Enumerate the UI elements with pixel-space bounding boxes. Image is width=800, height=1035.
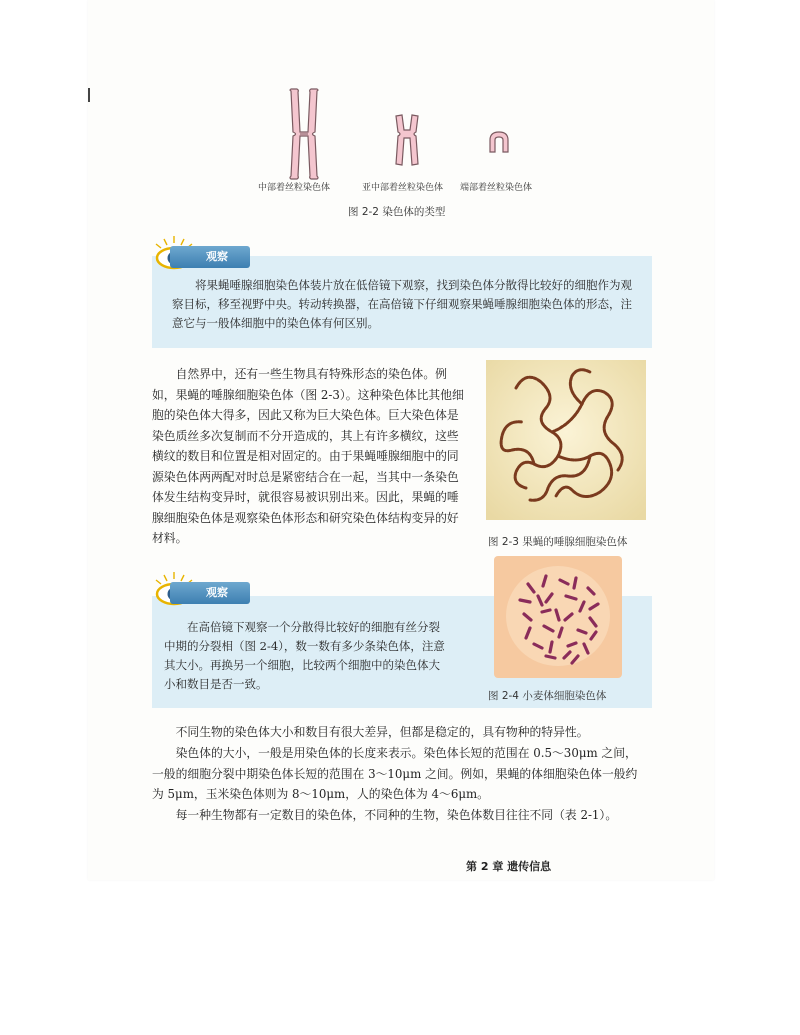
paragraph-giant-chromosome: 自然界中，还有一些生物具有特殊形态的染色体。例如，果蝇的唾腺细胞染色体（图 2-3）。这种染色体比其他细胞的染色体大得多，因此又称为巨大染色体。巨大染色体是染色质丝多次复制而不分开造成的，其上有许多横纹，这些横纹的数目和位置是相对固定的。由于果蝇唾腺细胞中的同源染色体两两配对时总是紧密结合在一起，当其中一条染色体发生结构变异时，就很容易被识别出来。因此，果蝇的唾腺细胞染色体是观察染色体形态和研究染色体结构变异的好材料。 xyxy=(152,367,464,545)
telocentric-chromosome xyxy=(488,130,510,154)
paragraph-chromosome-size: 染色体的大小，一般是用染色体的长度来表示。染色体长短的范围在 0.5～30μm 之间，一般的细胞分裂中期染色体长短的范围在 3～10μm 之间。例如，果蝇的体细胞染色体一般约为 5μm，玉米染色体则为 8～10μm，人的染色体为 4～6μm。 xyxy=(152,746,638,801)
observation-text-1: 将果蝇唾腺细胞染色体装片放在低倍镜下观察，找到染色体分散得比较好的细胞作为观察目标，移至视野中央。转动转换器，在高倍镜下仔细观察果蝇唾腺细胞染色体的形态，注意它与一般体细胞中的染色体有何区别。 xyxy=(172,278,632,330)
page-edge-mark xyxy=(88,88,90,102)
wheat-chromosome-photo xyxy=(494,556,622,678)
figure-2-3-caption: 图 2-3 果蝇的唾腺细胞染色体 xyxy=(488,536,628,548)
paragraph-chromosome-number: 每一种生物都有一定数目的染色体，不同种的生物，染色体数目往往不同（表 2-1）。 xyxy=(175,808,618,822)
observation-header-1 xyxy=(150,244,290,270)
submetacentric-chromosome xyxy=(392,114,422,166)
figure-2-2-caption: 图 2-2 染色体的类型 xyxy=(348,206,446,218)
figure-2-4-caption: 图 2-4 小麦体细胞染色体 xyxy=(488,690,607,702)
page-footer: 第 2 章 遗传信息 xyxy=(466,860,552,873)
metacentric-label: 中部着丝粒染色体 xyxy=(258,183,331,193)
submetacentric-label: 亚中部着丝粒染色体 xyxy=(362,183,444,193)
observation-text-2: 在高倍镜下观察一个分散得比较好的细胞有丝分裂中期的分裂相（图 2-4），数一数有多少条染色体，注意其大小。再换另一个细胞，比较两个细胞中的染色体大小和数目是否一致。 xyxy=(164,620,445,691)
telocentric-label: 端部着丝粒染色体 xyxy=(460,183,533,193)
observation-header-2 xyxy=(150,580,290,606)
metacentric-chromosome xyxy=(286,88,322,180)
observation-title-1: 观察 xyxy=(170,246,250,268)
observation-title-2: 观察 xyxy=(170,582,250,604)
paragraph-species-specific: 不同生物的染色体大小和数目有很大差异，但都是稳定的，具有物种的特异性。 xyxy=(175,725,589,739)
salivary-gland-chromosome-photo xyxy=(486,360,646,520)
